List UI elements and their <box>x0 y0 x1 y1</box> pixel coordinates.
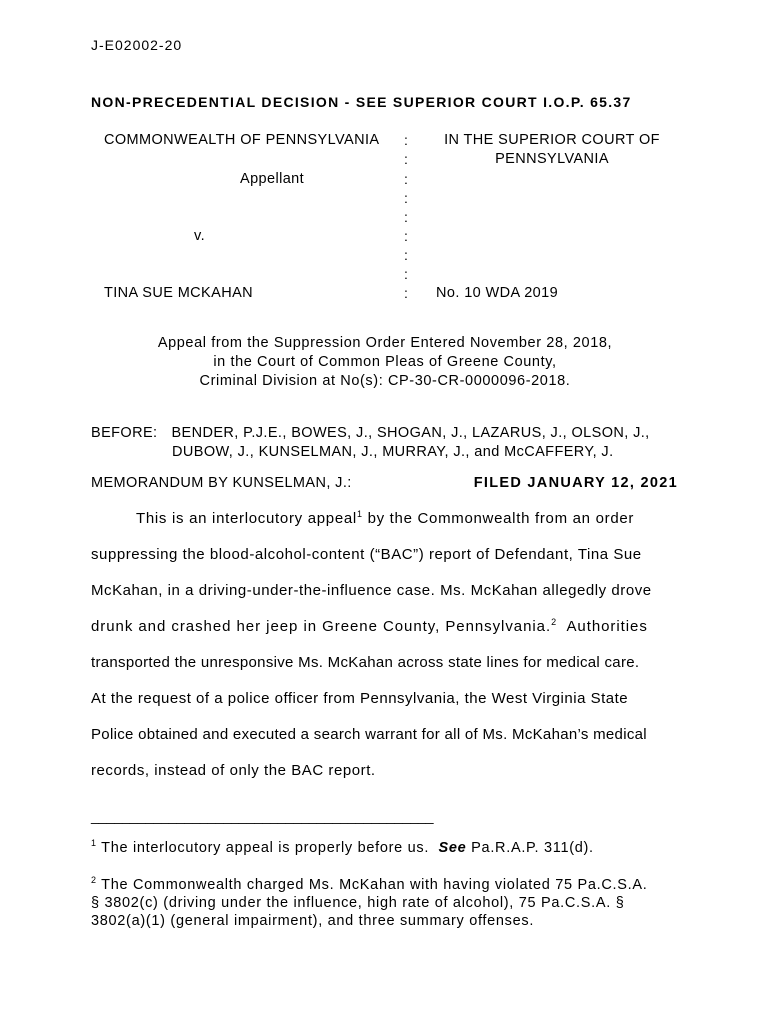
footnote-ref: 1 <box>356 509 363 519</box>
appeal-line: Criminal Division at No(s): CP-30-CR-0000096-2018. <box>199 373 571 389</box>
footnote-2: $^2$ The Commonwealth charged Ms. McKahan with having violated 75 Pa.C.S.A. § 3802(c) (driving under the influence, high rate of alcohol), 75 Pa.C.S.A. § 3802(a)(1) (general impairment), and three summary offenses. <box>91 875 648 929</box>
body-line: drunk and crashed her jeep in Greene County, Pennsylvania.$^2$ Authorities <box>91 617 648 635</box>
caption-colon: : <box>404 190 408 206</box>
caption-defendant: TINA SUE MCKAHAN <box>104 285 254 301</box>
caption-colon: : <box>404 266 408 282</box>
docket-number: J-E02002-20 <box>91 37 183 53</box>
before-judges-line2: DUBOW, J., KUNSELMAN, J., MURRAY, J., and McCAFFERY, J. <box>172 444 614 460</box>
caption-plaintiff: COMMONWEALTH OF PENNSYLVANIA <box>104 132 380 148</box>
before-judges-line1: BENDER, P.J.E., BOWES, J., SHOGAN, J., LAZARUS, J., OLSON, J., <box>171 425 650 441</box>
filed-date: FILED JANUARY 12, 2021 <box>473 475 678 491</box>
body-line: records, instead of only the BAC report. <box>91 762 376 779</box>
body-line: McKahan, in a driving-under-the-influence case. Ms. McKahan allegedly drove <box>91 582 652 599</box>
caption-colon: : <box>404 132 408 148</box>
caption-role: Appellant <box>240 171 305 187</box>
appeal-line: Appeal from the Suppression Order Entered November 28, 2018, <box>157 335 613 351</box>
case-number: No. 10 WDA 2019 <box>436 285 559 301</box>
non-precedential-banner: NON-PRECEDENTIAL DECISION - SEE SUPERIOR COURT I.O.P. 65.37 <box>91 94 632 110</box>
caption-colon: : <box>404 228 408 244</box>
before-panel <box>91 424 650 462</box>
before-label: BEFORE: <box>91 425 158 441</box>
caption-versus: v. <box>194 228 206 244</box>
appeal-description <box>80 334 690 391</box>
caption-colon: : <box>404 209 408 225</box>
body-line: This is an interlocutory appeal$^1$ by the Commonwealth from an order <box>136 509 635 527</box>
body-line: transported the unresponsive Ms. McKahan across state lines for medical care. <box>91 654 640 671</box>
signal-see: See <box>438 840 467 856</box>
caption-court-line1: IN THE SUPERIOR COURT OF <box>444 132 660 148</box>
footnote-separator: ____________________________________________ <box>91 808 434 824</box>
body-line: suppressing the blood-alcohol-content (“BAC”) report of Defendant, Tina Sue <box>91 546 642 563</box>
caption-colon: : <box>404 247 408 263</box>
caption-colon: : <box>404 171 408 187</box>
caption-colon: : <box>404 151 408 167</box>
caption-court-line2: PENNSYLVANIA <box>495 151 609 167</box>
body-line: At the request of a police officer from Pennsylvania, the West Virginia State <box>91 690 629 707</box>
footnote-1: $^1$ The interlocutory appeal is properly before us. See Pa.R.A.P. 311(d). <box>91 838 594 856</box>
appeal-line: in the Court of Common Pleas of Greene County, <box>213 354 557 370</box>
body-line: Police obtained and executed a search warrant for all of Ms. McKahan’s medical <box>91 726 647 743</box>
footnote-ref: 2 <box>551 617 558 627</box>
memorandum-author: MEMORANDUM BY KUNSELMAN, J.: <box>91 475 352 491</box>
caption-colon: : <box>404 285 408 301</box>
